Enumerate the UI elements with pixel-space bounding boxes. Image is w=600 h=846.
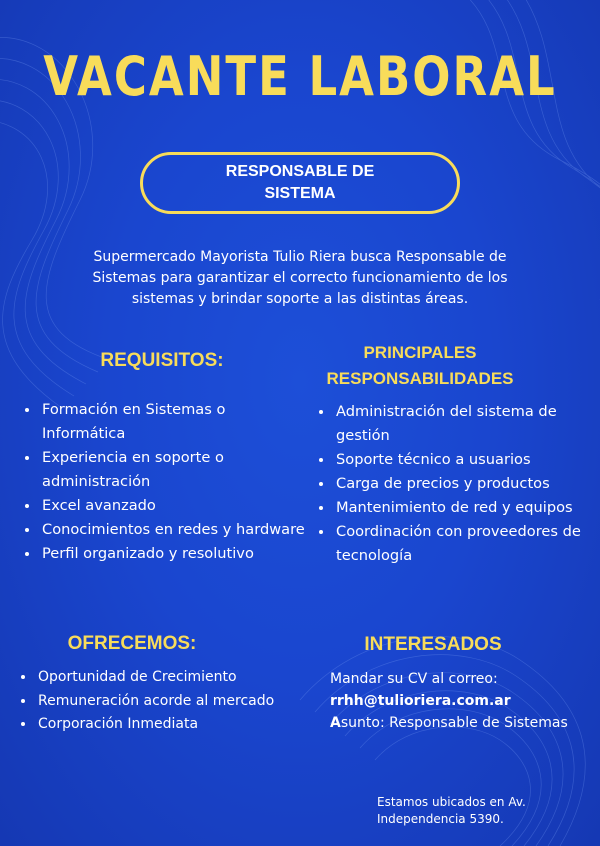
ofrecemos-heading: OFRECEMOS: — [67, 633, 197, 654]
subject-text: sunto: Responsable de Sistemas — [340, 715, 568, 731]
list-item: • Excel avanzado — [40, 494, 305, 518]
list-item: • Oportunidad de Crecimiento — [36, 666, 326, 690]
location-text: Estamos ubicados en Av. Independencia 5390. — [377, 795, 526, 826]
requisitos-list — [20, 398, 305, 566]
responsabilidades-heading: PRINCIPALES RESPONSABILIDADES — [326, 343, 514, 388]
contact-email[interactable]: rrhh@tulioriera.com.ar — [330, 693, 511, 709]
ofrecemos-list — [16, 666, 326, 737]
requisitos-heading: REQUISITOS: — [100, 350, 224, 371]
list-item: • Perfil organizado y resolutivo — [40, 542, 305, 566]
contact-subject — [330, 712, 600, 734]
list-item: • Mantenimiento de red y equipos — [334, 496, 600, 520]
list-item: • Administración del sistema de gestión — [334, 400, 600, 448]
list-item: • Experiencia en soporte o administración — [40, 446, 305, 494]
list-item: • Soporte técnico a usuarios — [334, 448, 600, 472]
list-item: • Conocimientos en redes y hardware — [40, 518, 305, 542]
list-item: • Coordinación con proveedores de tecnología — [334, 520, 600, 568]
contact-info — [330, 668, 600, 734]
position-pill — [140, 152, 460, 214]
responsabilidades-list — [314, 400, 600, 568]
list-item: • Carga de precios y productos — [334, 472, 600, 496]
intro-text: Supermercado Mayorista Tulio Riera busca Responsable de Sistemas para garantizar el correcto funcionamiento de los sistemas y brindar soporte a las distintas áreas. — [92, 249, 508, 307]
subject-initial: A — [330, 715, 341, 731]
list-item: • Formación en Sistemas o Informática — [40, 398, 305, 446]
list-item: • Corporación Inmediata — [36, 713, 326, 737]
position-title: RESPONSABLE DE SISTEMA — [225, 163, 375, 202]
contact-instruction: Mandar su CV al correo: — [330, 671, 498, 687]
page-title: VACANTE LABORAL — [43, 44, 557, 109]
interesados-heading: INTERESADOS — [364, 634, 502, 655]
list-item: • Remuneración acorde al mercado — [36, 690, 326, 714]
